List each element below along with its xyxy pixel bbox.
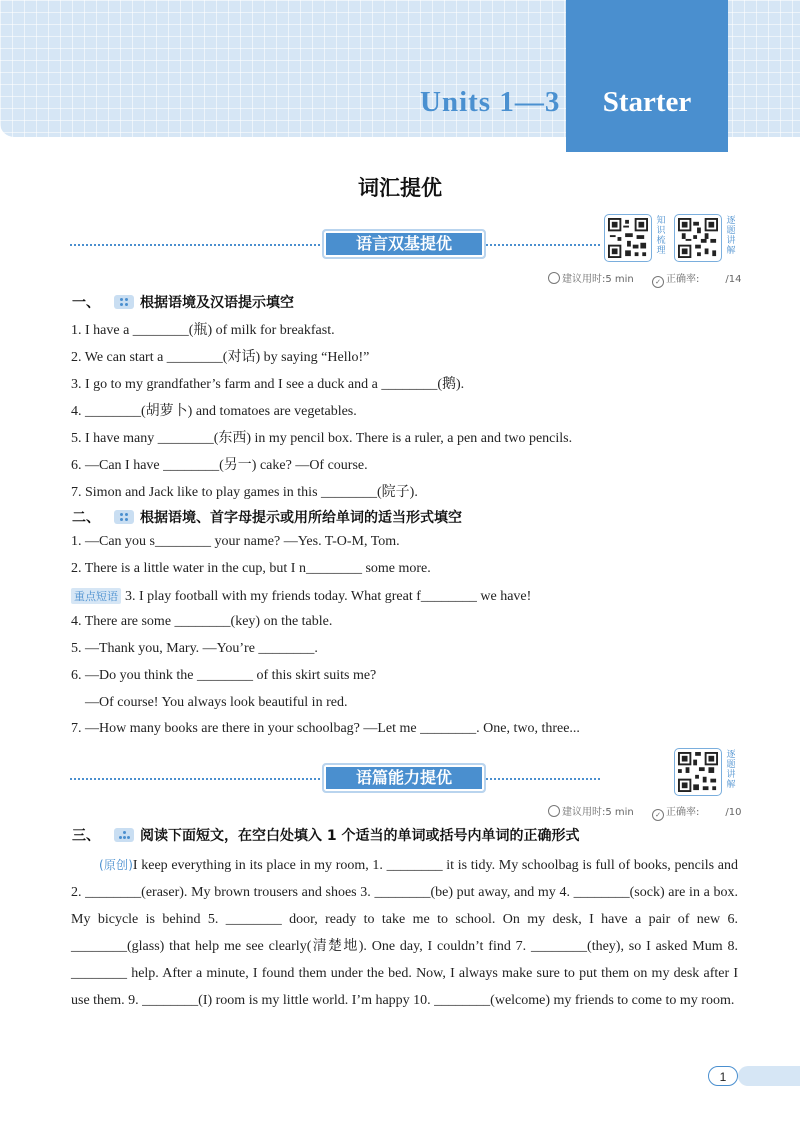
qr-tag-knowledge: 知识梳理 xyxy=(656,216,666,256)
part-title: 根据语境及汉语提示填空 xyxy=(140,295,294,311)
dots-icon xyxy=(114,295,134,309)
accuracy-label: 正确率: xyxy=(666,274,700,285)
starter-label: Starter xyxy=(602,86,692,118)
starter-block xyxy=(566,0,728,152)
question-line: 7. —How many books are there in your schoolbag? —Let me ________. One, two, three... xyxy=(71,721,580,736)
part-number: 二、 xyxy=(72,510,100,526)
qr-code-icon[interactable] xyxy=(674,748,722,796)
part-number: 三、 xyxy=(72,828,100,844)
question-line: 1. —Can you s________ your name? —Yes. T-O-M, Tom. xyxy=(71,534,400,549)
question-line: 4. There are some ________(key) on the table. xyxy=(71,614,333,629)
key-phrase-tag: 重点短语 xyxy=(71,588,121,604)
section-label: 语篇能力提优 xyxy=(322,763,486,793)
reading-passage xyxy=(71,852,738,1014)
part-title: 阅读下面短文，在空白处填入 1 个适当的单词或括号内单词的正确形式 xyxy=(140,828,580,844)
accuracy-total: /10 xyxy=(725,807,742,818)
question-line: —Of course! You always look beautiful in red. xyxy=(71,695,348,710)
part-heading xyxy=(72,825,580,845)
qr-tag-explain: 逐题讲解 xyxy=(726,750,736,790)
qr-code-icon[interactable] xyxy=(674,214,722,262)
page-number-bar xyxy=(738,1066,800,1086)
clock-icon xyxy=(548,805,560,817)
part-heading xyxy=(72,292,294,312)
question-line: 2. There is a little water in the cup, but I n________ some more. xyxy=(71,561,431,576)
time-hint xyxy=(548,270,634,285)
question-line: 3. I go to my grandfather’s farm and I see a duck and a ________(鹅). xyxy=(71,377,465,392)
qr-tag-explain: 逐题讲解 xyxy=(726,216,736,256)
original-tag: (原创) xyxy=(99,858,133,872)
page-title: 词汇提优 xyxy=(358,176,442,200)
clock-icon xyxy=(548,272,560,284)
passage-text: I keep everything in its place in my room, 1. ________ it is tidy. My schoolbag is full of books, pencils and 2. ________(eraser). My brown trousers and shoes 3. ________(be) put away, and my 4. ________(sock) are in a box. My bicycle is behind 5. ________ door, ready to take me to school. On my desk, I have a pair of new 6. ________(glass) that help me see clearly(清楚地). One day, I couldn’t find 7. ________(they), so I asked Mum 8. ________ help. After a minute, I found them under the bed. Now, I always make sure to put them on my desk after I use them. 9. ________(I) room is my little world. I’m happy 10. ________(welcome) my friends to come to my room. xyxy=(71,858,738,1008)
qr-pattern xyxy=(678,218,718,258)
part-title: 根据语境、首字母提示或用所给单词的适当形式填空 xyxy=(140,510,462,526)
question-line: 4. ________(胡萝卜) and tomatoes are vegetables. xyxy=(71,404,357,419)
question-line xyxy=(71,588,531,605)
question-line: 1. I have a ________(瓶) of milk for breakfast. xyxy=(71,323,335,338)
dots-icon xyxy=(114,510,134,524)
dots-icon xyxy=(114,828,134,842)
accuracy-label: 正确率: xyxy=(666,807,700,818)
section-label: 语言双基提优 xyxy=(322,229,486,259)
check-circle-icon: ✓ xyxy=(652,276,664,288)
page-number: 1 xyxy=(708,1066,738,1086)
check-circle-icon: ✓ xyxy=(652,809,664,821)
qr-pattern xyxy=(608,218,648,258)
accuracy-hint xyxy=(652,270,741,288)
units-label: Units 1—3 xyxy=(420,86,561,118)
part-number: 一、 xyxy=(72,295,100,311)
time-label: 建议用时:5 min xyxy=(562,274,634,285)
part-heading xyxy=(72,507,462,527)
time-hint xyxy=(548,803,634,818)
qr-code-icon[interactable] xyxy=(604,214,652,262)
accuracy-hint xyxy=(652,803,741,821)
accuracy-total: /14 xyxy=(725,274,742,285)
question-line: 7. Simon and Jack like to play games in this ________(院子). xyxy=(71,485,418,500)
question-line: 5. I have many ________(东西) in my pencil box. There is a ruler, a pen and two pencils. xyxy=(71,431,573,446)
question-line: 6. —Can I have ________(另一) cake? —Of course. xyxy=(71,458,368,473)
question-line: 6. —Do you think the ________ of this skirt suits me? xyxy=(71,668,377,683)
qr-pattern xyxy=(678,752,718,792)
question-text: 3. I play football with my friends today. What great f________ we have! xyxy=(125,589,532,604)
question-line: 5. —Thank you, Mary. —You’re ________. xyxy=(71,641,318,656)
time-label: 建议用时:5 min xyxy=(562,807,634,818)
question-line: 2. We can start a ________(对话) by saying “Hello!” xyxy=(71,350,370,365)
